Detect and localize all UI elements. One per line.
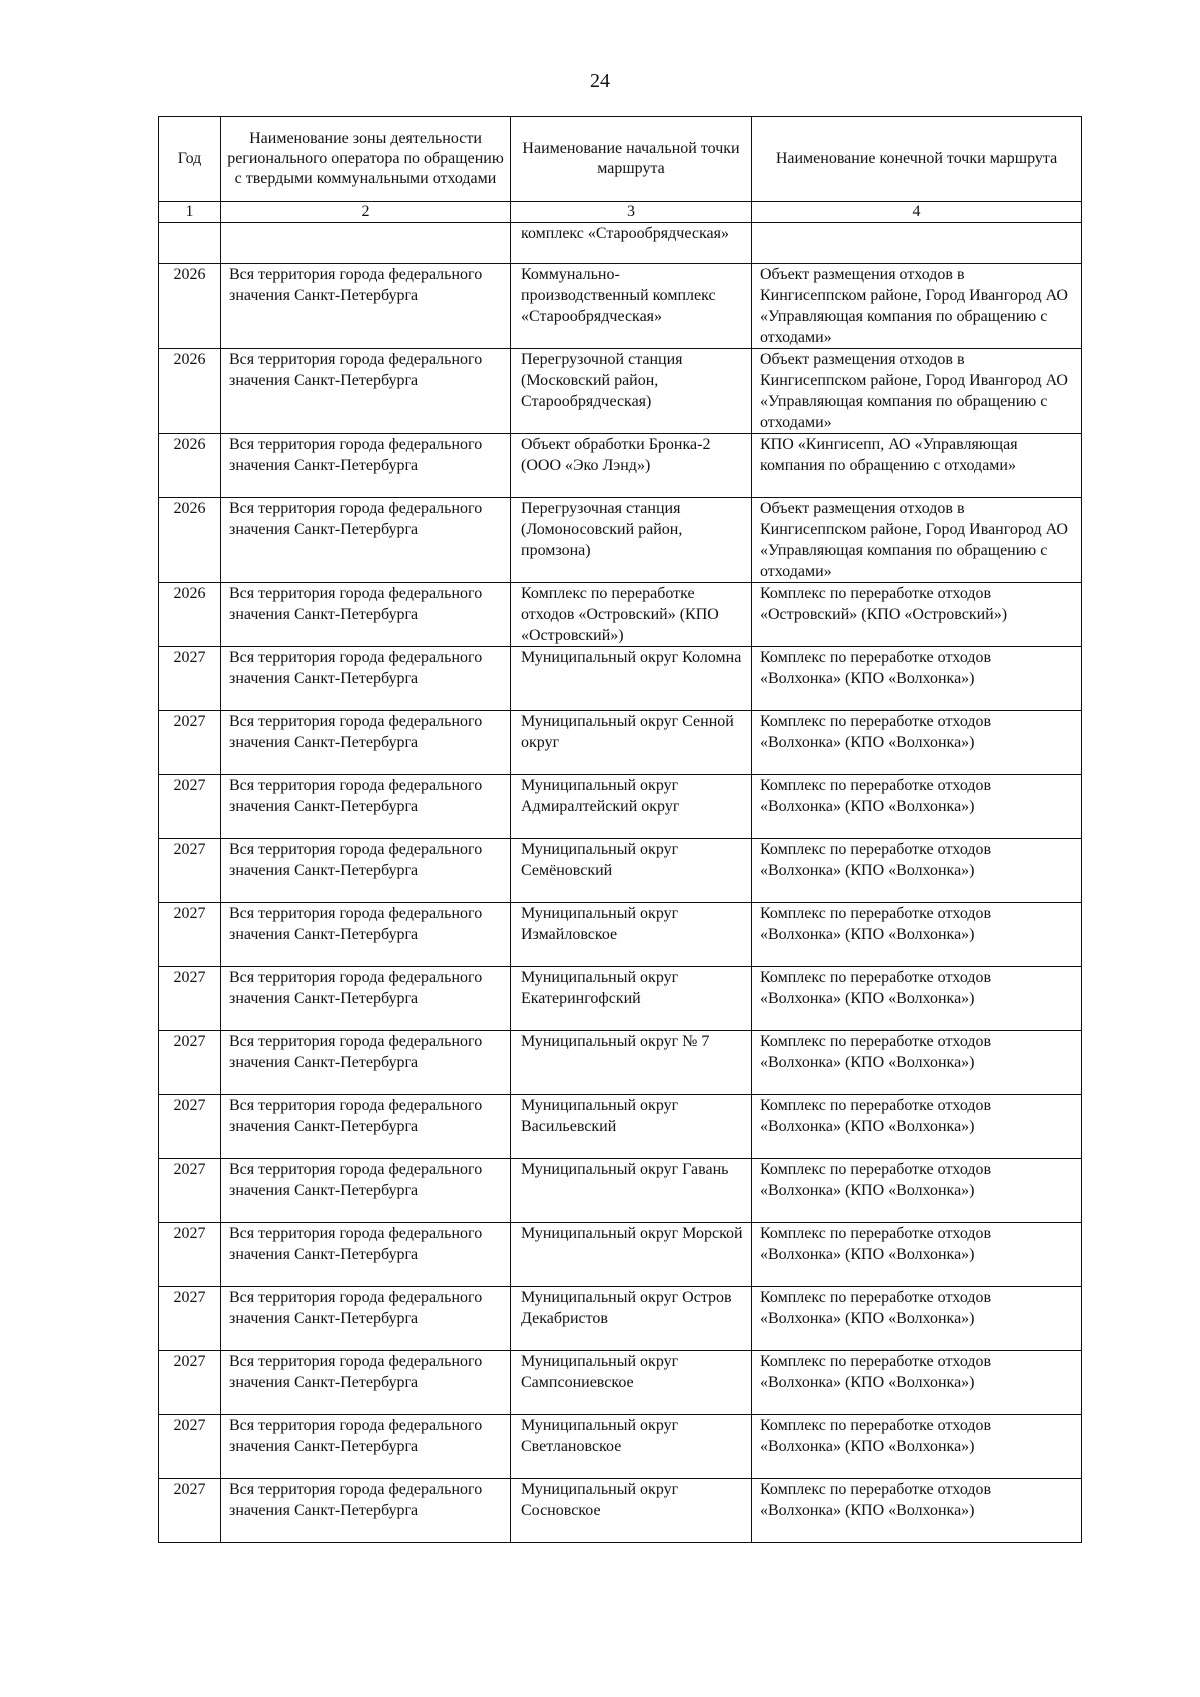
cell-year: 2026 [159,583,221,647]
column-number: 4 [752,202,1082,223]
header-start-point: Наименование начальной точки маршрута [511,117,752,202]
table-row [159,839,1082,903]
table-row [159,1095,1082,1159]
cell-zone: Вся территория города федерального значения Санкт-Петербурга [221,775,511,839]
cell-zone: Вся территория города федерального значения Санкт-Петербурга [221,1415,511,1479]
table-row [159,903,1082,967]
cell-zone: Вся территория города федерального значения Санкт-Петербурга [221,349,511,434]
table-row [159,647,1082,711]
cell-zone: Вся территория города федерального значения Санкт-Петербурга [221,1351,511,1415]
table-row [159,1287,1082,1351]
cell-zone: Вся территория города федерального значения Санкт-Петербурга [221,711,511,775]
cell-end-point: Комплекс по переработке отходов «Волхонка» (КПО «Волхонка») [752,903,1082,967]
cell-zone: Вся территория города федерального значения Санкт-Петербурга [221,1479,511,1543]
table-row [159,1223,1082,1287]
table-row [159,1415,1082,1479]
table-row [159,498,1082,583]
table-row [159,1479,1082,1543]
cell-start-point: Муниципальный округ Семёновский [511,839,752,903]
header-end-point: Наименование конечной точки маршрута [752,117,1082,202]
cell-year: 2026 [159,349,221,434]
cell-year: 2026 [159,434,221,498]
cell-zone: Вся территория города федерального значения Санкт-Петербурга [221,967,511,1031]
column-number-row [159,202,1082,223]
cell-end-point: Комплекс по переработке отходов «Волхонка» (КПО «Волхонка») [752,647,1082,711]
cell-end-point: Комплекс по переработке отходов «Волхонка» (КПО «Волхонка») [752,1479,1082,1543]
cell-start-point: Муниципальный округ Остров Декабристов [511,1287,752,1351]
table-row [159,775,1082,839]
cell-start-point: Перегрузочной станция (Московский район, Старообрядческая) [511,349,752,434]
table-row [159,264,1082,349]
cell-end-point: Комплекс по переработке отходов «Волхонка» (КПО «Волхонка») [752,775,1082,839]
table-row [159,434,1082,498]
cell-zone: Вся территория города федерального значения Санкт-Петербурга [221,839,511,903]
cell-start-point: Муниципальный округ Сампсониевское [511,1351,752,1415]
cell-end-point: Объект размещения отходов в Кингисеппском районе, Город Ивангород АО «Управляющая компания по обращению с отходами» [752,498,1082,583]
cell-zone: Вся территория города федерального значения Санкт-Петербурга [221,583,511,647]
cell-start-point: Муниципальный округ Васильевский [511,1095,752,1159]
cell-start-point: Муниципальный округ Гавань [511,1159,752,1223]
cell-year: 2027 [159,903,221,967]
cell-zone: Вся территория города федерального значения Санкт-Петербурга [221,1095,511,1159]
cell-zone: Вся территория города федерального значения Санкт-Петербурга [221,1031,511,1095]
cell-start-point: Муниципальный округ Адмиралтейский округ [511,775,752,839]
table-row [159,349,1082,434]
cell-year: 2027 [159,1415,221,1479]
cell-end-point: Комплекс по переработке отходов «Волхонка» (КПО «Волхонка») [752,1031,1082,1095]
cell-start-point: Муниципальный округ Сенной округ [511,711,752,775]
cell-year: 2027 [159,711,221,775]
cell-end-point: Комплекс по переработке отходов «Волхонка» (КПО «Волхонка») [752,1415,1082,1479]
table-row [159,1031,1082,1095]
cell-start-point: комплекс «Старообрядческая» [511,223,752,264]
cell-start-point: Объект обработки Бронка-2 (ООО «Эко Лэнд») [511,434,752,498]
cell-end-point: Комплекс по переработке отходов «Волхонка» (КПО «Волхонка») [752,1287,1082,1351]
cell-zone: Вся территория города федерального значения Санкт-Петербурга [221,1223,511,1287]
cell-year: 2027 [159,1159,221,1223]
cell-end-point: Комплекс по переработке отходов «Волхонка» (КПО «Волхонка») [752,967,1082,1031]
cell-year: 2027 [159,967,221,1031]
cell-year: 2027 [159,1223,221,1287]
cell-year: 2027 [159,1351,221,1415]
cell-zone [221,223,511,264]
header-year: Год [159,117,221,202]
cell-start-point: Муниципальный округ Екатерингофский [511,967,752,1031]
page-number: 24 [590,70,610,92]
cell-zone: Вся территория города федерального значения Санкт-Петербурга [221,903,511,967]
table-row [159,583,1082,647]
cell-end-point: Комплекс по переработке отходов «Волхонка» (КПО «Волхонка») [752,1223,1082,1287]
cell-year: 2027 [159,1031,221,1095]
cell-start-point: Муниципальный округ № 7 [511,1031,752,1095]
cell-year: 2026 [159,498,221,583]
routes-table [158,116,1082,1543]
cell-zone: Вся территория города федерального значения Санкт-Петербурга [221,647,511,711]
cell-start-point: Перегрузочная станция (Ломоносовский район, промзона) [511,498,752,583]
cell-zone: Вся территория города федерального значения Санкт-Петербурга [221,1287,511,1351]
table-row [159,967,1082,1031]
cell-year: 2027 [159,1479,221,1543]
cell-year: 2027 [159,1287,221,1351]
cell-year: 2027 [159,1095,221,1159]
cell-zone: Вся территория города федерального значения Санкт-Петербурга [221,434,511,498]
cell-end-point: Объект размещения отходов в Кингисеппском районе, Город Ивангород АО «Управляющая компания по обращению с отходами» [752,349,1082,434]
cell-zone: Вся территория города федерального значения Санкт-Петербурга [221,498,511,583]
cell-start-point: Муниципальный округ Коломна [511,647,752,711]
cell-year: 2027 [159,647,221,711]
cell-end-point: Комплекс по переработке отходов «Волхонка» (КПО «Волхонка») [752,1159,1082,1223]
column-number: 2 [221,202,511,223]
cell-zone: Вся территория города федерального значения Санкт-Петербурга [221,1159,511,1223]
cell-end-point: Комплекс по переработке отходов «Волхонка» (КПО «Волхонка») [752,1351,1082,1415]
table-row [159,1351,1082,1415]
cell-zone: Вся территория города федерального значения Санкт-Петербурга [221,264,511,349]
cell-end-point: КПО «Кингисепп, АО «Управляющая компания по обращению с отходами» [752,434,1082,498]
cell-start-point: Комплекс по переработке отходов «Островский» (КПО «Островский») [511,583,752,647]
header-zone: Наименование зоны деятельности регионального оператора по обращению с твердыми коммунальными отходами [221,117,511,202]
cell-year: 2027 [159,775,221,839]
cell-end-point: Комплекс по переработке отходов «Волхонка» (КПО «Волхонка») [752,839,1082,903]
cell-end-point: Объект размещения отходов в Кингисеппском районе, Город Ивангород АО «Управляющая компания по обращению с отходами» [752,264,1082,349]
cell-year [159,223,221,264]
cell-start-point: Коммунально-производственный комплекс «Старообрядческая» [511,264,752,349]
cell-start-point: Муниципальный округ Светлановское [511,1415,752,1479]
cell-start-point: Муниципальный округ Измайловское [511,903,752,967]
header-row [159,117,1082,202]
continuation-row [159,223,1082,264]
column-number: 1 [159,202,221,223]
cell-end-point: Комплекс по переработке отходов «Волхонка» (КПО «Волхонка») [752,711,1082,775]
cell-start-point: Муниципальный округ Морской [511,1223,752,1287]
cell-year: 2027 [159,839,221,903]
cell-start-point: Муниципальный округ Сосновское [511,1479,752,1543]
table-row [159,1159,1082,1223]
column-number: 3 [511,202,752,223]
cell-end-point: Комплекс по переработке отходов «Волхонка» (КПО «Волхонка») [752,1095,1082,1159]
cell-end-point: Комплекс по переработке отходов «Островский» (КПО «Островский») [752,583,1082,647]
table-row [159,711,1082,775]
cell-year: 2026 [159,264,221,349]
cell-end-point [752,223,1082,264]
